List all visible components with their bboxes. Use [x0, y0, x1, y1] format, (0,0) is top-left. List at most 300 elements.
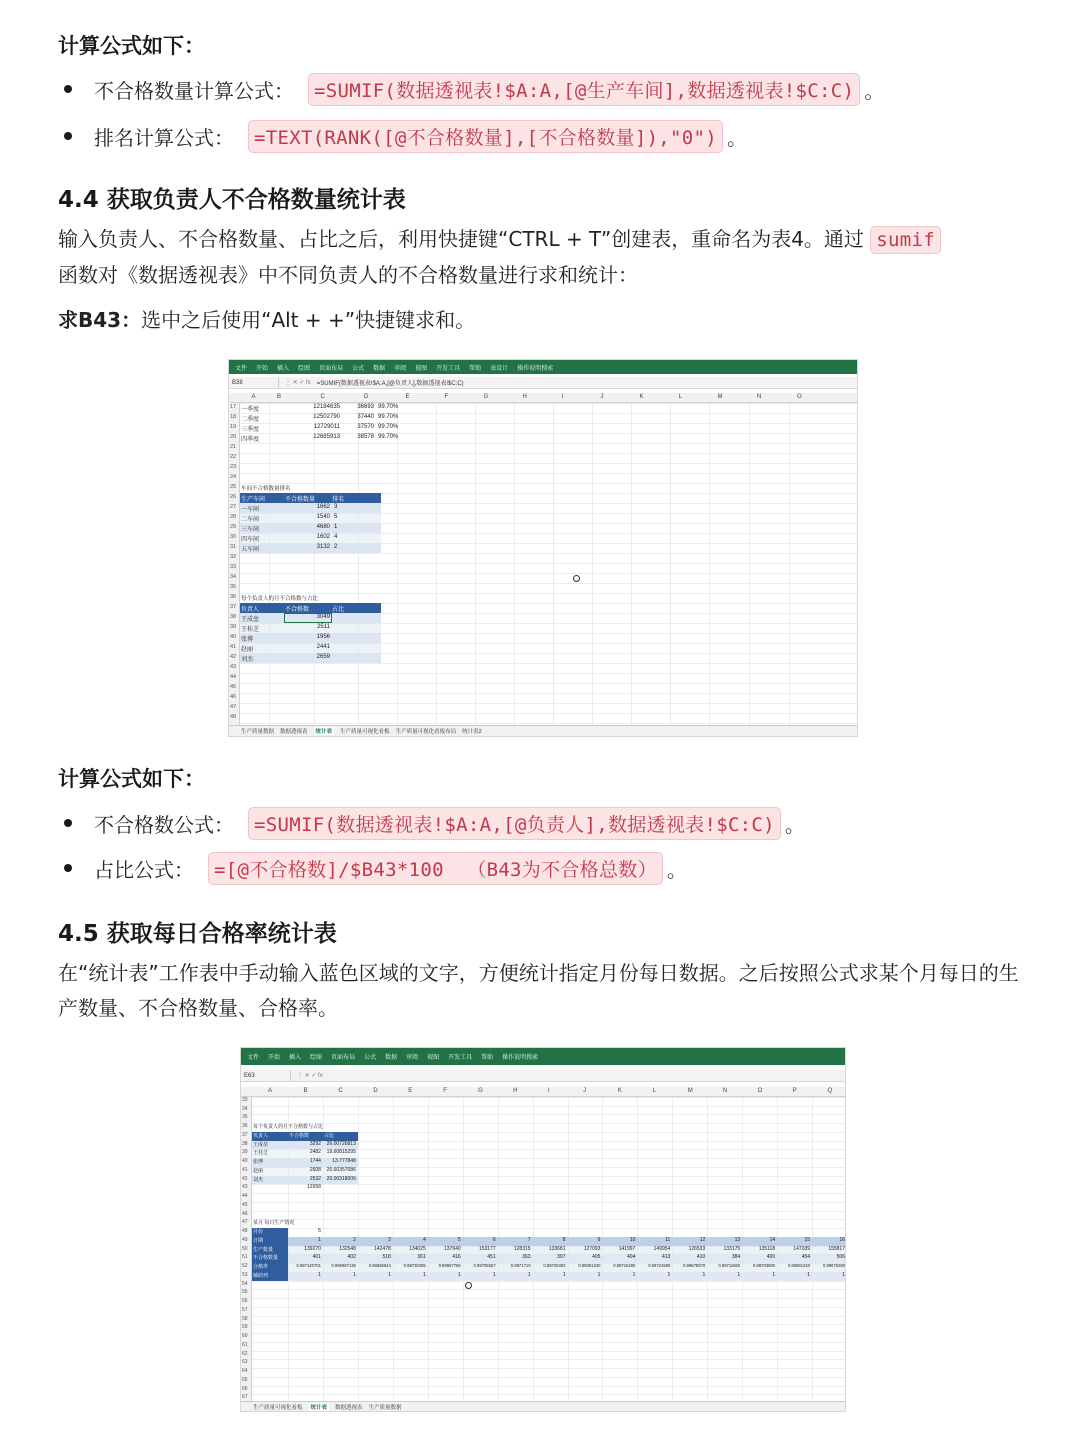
excel-screenshot-1: [228, 359, 858, 737]
defect-cell: 454: [801, 1254, 811, 1261]
inline-code: sumif: [870, 226, 941, 254]
row-header[interactable]: 43: [230, 664, 237, 670]
table-cell: 2511: [317, 624, 330, 630]
grid-line: [252, 1342, 846, 1343]
grid-line: [252, 1114, 846, 1115]
column-header[interactable]: I: [548, 1088, 550, 1094]
sheet-tab[interactable]: 统计表: [310, 1404, 328, 1411]
ribbon-tab[interactable]: 视图: [415, 365, 428, 372]
row-header[interactable]: 42: [242, 1175, 248, 1182]
column-header[interactable]: J: [600, 394, 604, 400]
ribbon-tab[interactable]: 数据: [385, 1055, 398, 1061]
helper-cell: 1: [353, 1271, 356, 1278]
ribbon-tab[interactable]: 帮助: [481, 1055, 494, 1061]
row-header[interactable]: 66: [242, 1385, 248, 1392]
row-header[interactable]: 47: [242, 1219, 248, 1226]
daily-title: 某月 每日生产情况: [253, 1220, 295, 1227]
defect-cell: 416: [452, 1254, 461, 1261]
ribbon-tab[interactable]: 审阅: [394, 365, 407, 372]
grid-line: [240, 593, 858, 594]
day-cell: 9: [597, 1236, 601, 1243]
table-cell: 1744: [309, 1158, 321, 1165]
name-box[interactable]: E63: [241, 1070, 291, 1081]
rate-cell: 0.9971710: [510, 1263, 531, 1269]
table-cell: 1956: [316, 634, 330, 640]
column-header[interactable]: D: [373, 1088, 378, 1094]
helper-cell: 1: [422, 1271, 426, 1278]
grid-line: [252, 1298, 846, 1299]
table-header: 负责人: [241, 607, 260, 613]
table-cell: 3292: [309, 1140, 321, 1147]
row-header[interactable]: 46: [230, 694, 237, 700]
defect-cell: 404: [627, 1254, 636, 1261]
row-header[interactable]: 38: [230, 614, 237, 620]
table-cell: 一车间: [241, 507, 260, 513]
column-header[interactable]: L: [678, 394, 682, 400]
bullet-punct: 。: [784, 812, 805, 837]
ribbon-tab[interactable]: 页面布局: [319, 365, 344, 372]
column-header[interactable]: D: [364, 394, 369, 400]
row-header[interactable]: 22: [230, 454, 237, 460]
helper-cell: 1: [597, 1271, 601, 1278]
rate-cell: 0.99711660: [718, 1263, 741, 1269]
table-cell: 张博: [241, 637, 254, 643]
table-cell: 1540: [316, 514, 330, 520]
row-header[interactable]: 28: [230, 514, 237, 520]
formula-bar: [229, 377, 857, 389]
defect-cell: 400: [766, 1254, 776, 1261]
ribbon-tab[interactable]: 操作说明搜索: [502, 1055, 539, 1061]
row-header[interactable]: 48: [230, 714, 237, 720]
day-cell: 15: [804, 1236, 811, 1243]
inline-code: =TEXT(RANK([@不合格数量],[不合格数量]),"0"): [248, 120, 723, 153]
grid-line: [592, 403, 593, 725]
rate-cell: 0.99675970: [683, 1263, 706, 1269]
ribbon-tab[interactable]: 开始: [268, 1055, 281, 1061]
row-header[interactable]: 49: [242, 1236, 248, 1243]
production-cell: 127093: [583, 1245, 601, 1252]
row-header[interactable]: 33: [242, 1097, 248, 1103]
production-cell: 149954: [653, 1245, 671, 1252]
defect-cell: 401: [312, 1254, 321, 1261]
column-header[interactable]: K: [617, 1088, 622, 1094]
sheet-tab[interactable]: 统计表: [315, 729, 333, 735]
grid-line: [397, 403, 398, 725]
ribbon-tab[interactable]: 开始: [256, 365, 269, 372]
column-header[interactable]: E: [405, 394, 410, 400]
rate-cell: 0.99636644: [368, 1263, 391, 1269]
table-header: 不合格数量: [285, 497, 316, 503]
defect-cell: 402: [347, 1254, 356, 1261]
row-header[interactable]: 47: [230, 704, 237, 710]
section-4-4-paragraph: [58, 222, 1028, 293]
column-header[interactable]: G: [478, 1088, 483, 1094]
table-cell: 1602: [316, 534, 330, 540]
grid-line: [252, 1281, 846, 1282]
ribbon-tab[interactable]: 文件: [247, 1055, 260, 1061]
row-header[interactable]: 64: [242, 1368, 248, 1375]
row-header[interactable]: 37: [230, 604, 237, 610]
column-header[interactable]: A: [268, 1088, 273, 1094]
row-header[interactable]: 45: [242, 1201, 248, 1208]
quarter-rate: 99.70%: [378, 434, 399, 440]
row-header[interactable]: 43: [242, 1184, 248, 1191]
defect-cell: 384: [731, 1254, 741, 1261]
helper-cell: 1: [737, 1271, 741, 1278]
table-cell: 四车间: [241, 537, 260, 543]
production-cell: 133175: [723, 1245, 741, 1252]
instruction-text: 选中之后使用“Alt + +”快捷键求和。: [141, 308, 476, 332]
ribbon-tab[interactable]: 绘图: [310, 1055, 323, 1061]
ribbon-tab[interactable]: 公式: [352, 365, 365, 372]
row-header[interactable]: 20: [230, 434, 237, 440]
grid-line: [252, 1359, 846, 1360]
helper-cell: 1: [667, 1271, 671, 1278]
day-cell: 14: [769, 1236, 776, 1243]
ribbon-tab[interactable]: 插入: [277, 365, 290, 372]
inline-code: =SUMIF(数据透视表!$A:A,[@负责人],数据透视表!$C:C): [248, 807, 781, 840]
row-header[interactable]: 27: [230, 504, 237, 510]
table-cell: 2659: [316, 654, 330, 660]
sheet-grid[interactable]: [240, 403, 858, 725]
row-header[interactable]: 40: [242, 1158, 248, 1165]
sheet-tab[interactable]: 生产质量数据: [368, 1404, 402, 1411]
grid-line: [240, 693, 858, 694]
table-header: 不合格数: [285, 607, 310, 613]
paragraph-text: 函数对《数据透视表》中不同负责人的不合格数量进行求和统计：: [58, 263, 638, 287]
grid-line: [252, 1184, 846, 1185]
column-header[interactable]: A: [251, 394, 256, 400]
section-heading-4-5: 4.5 获取每日合格率统计表: [58, 921, 337, 947]
row-header[interactable]: 17: [230, 404, 237, 410]
b43-instruction: [58, 303, 475, 338]
sheet-grid[interactable]: [252, 1097, 846, 1403]
row-header[interactable]: 53: [242, 1271, 248, 1278]
rate-cell: 0.996967136: [331, 1263, 356, 1269]
row-header[interactable]: 62: [242, 1350, 248, 1357]
ribbon-tab[interactable]: 操作说明搜索: [517, 365, 554, 372]
grid-line: [269, 403, 270, 725]
bullet-label: 不合格数量计算公式：: [94, 78, 294, 103]
table-title: 每个负责人的月不合格数与占比: [253, 1124, 324, 1131]
sheet-tab[interactable]: 生产质量可视化看板布局: [395, 729, 457, 735]
row-header[interactable]: 23: [230, 464, 237, 470]
table-header: 占比: [323, 1132, 334, 1139]
table-cell: 三车间: [241, 527, 260, 533]
column-header[interactable]: M: [717, 394, 723, 400]
sheet-tab[interactable]: 生产质量可视化看板: [253, 1404, 303, 1411]
row-header[interactable]: 59: [242, 1324, 248, 1331]
helper-cell: 1: [842, 1271, 845, 1278]
grid-line: [240, 673, 858, 674]
column-header[interactable]: B: [303, 1088, 308, 1094]
helper-cell: 1: [772, 1271, 776, 1278]
grid-line: [670, 403, 671, 725]
table-cell: 王桂芝: [241, 627, 260, 633]
row-header[interactable]: 44: [242, 1193, 248, 1200]
row-header[interactable]: 21: [230, 444, 237, 450]
helper-cell: 1: [702, 1271, 706, 1278]
ribbon-tab[interactable]: 开发工具: [448, 1055, 473, 1061]
row-header[interactable]: 32: [230, 554, 237, 560]
column-header[interactable]: I: [561, 394, 564, 400]
quarter-production: 12729011: [313, 424, 340, 430]
grid-line: [252, 1193, 846, 1194]
grid-line: [553, 403, 554, 725]
row-header[interactable]: 58: [242, 1315, 248, 1322]
row-header[interactable]: 48: [242, 1228, 248, 1235]
column-header[interactable]: F: [444, 394, 449, 400]
table-cell: 刘杰: [253, 1176, 264, 1183]
column-header[interactable]: Q: [827, 1088, 833, 1094]
table-cell: 五车间: [241, 547, 260, 553]
ribbon-tab[interactable]: 视图: [427, 1055, 440, 1061]
row-header[interactable]: 46: [242, 1210, 248, 1217]
row-header[interactable]: 44: [230, 674, 237, 680]
grid-line: [358, 403, 359, 725]
sheet-tab[interactable]: 生产质量可视化看板: [340, 729, 390, 735]
column-header[interactable]: N: [722, 1088, 728, 1094]
table-cell: 26.00726813: [326, 1140, 356, 1147]
row-header[interactable]: 56: [242, 1298, 248, 1305]
day-cell: 13: [734, 1236, 741, 1243]
rate-cell: 0.99724580: [648, 1263, 671, 1269]
rate-cell: 0.99715490: [613, 1263, 636, 1269]
grid-line: [252, 1324, 846, 1325]
table-cell: 20.00318006: [326, 1175, 356, 1182]
quarter-rate: 99.70%: [378, 414, 399, 420]
selected-cell[interactable]: [284, 613, 332, 623]
grid-line: [240, 553, 858, 554]
row-header[interactable]: 36: [230, 594, 237, 600]
helper-cell: 1: [527, 1271, 531, 1278]
sheet-tab[interactable]: 数据透视表: [280, 729, 308, 735]
column-header[interactable]: O: [757, 1088, 763, 1094]
row-header[interactable]: 63: [242, 1359, 248, 1366]
defect-cell: 363: [522, 1254, 531, 1261]
column-headers: [229, 393, 857, 403]
table-header: 排名: [332, 497, 345, 503]
row-header[interactable]: 38: [242, 1140, 248, 1147]
bullet-defect-count-formula: [58, 72, 884, 106]
column-header[interactable]: H: [513, 1088, 518, 1094]
row-header[interactable]: 52: [242, 1263, 248, 1270]
column-header[interactable]: O: [797, 394, 802, 400]
helper-cell: 1: [318, 1271, 321, 1278]
quarter-production: 12685913: [313, 434, 340, 440]
sheet-tab[interactable]: 统计表2: [462, 729, 482, 735]
table-header-bar: [240, 603, 381, 613]
grid-line: [252, 1394, 846, 1395]
row-header[interactable]: 60: [242, 1333, 248, 1340]
row-header[interactable]: 25: [230, 484, 237, 490]
table-cell: 赵丽: [253, 1167, 264, 1174]
helper-cell: 1: [457, 1271, 461, 1278]
grid-line: [252, 1377, 846, 1378]
ribbon-tab[interactable]: 数据: [373, 365, 386, 372]
bullet-dot: [64, 864, 72, 872]
day-cell: 10: [629, 1236, 636, 1243]
ribbon-tab[interactable]: 帮助: [469, 365, 482, 372]
table-cell: 13.777848: [332, 1158, 356, 1165]
row-header[interactable]: 40: [230, 634, 237, 640]
row-header[interactable]: 35: [242, 1114, 248, 1121]
column-header[interactable]: B: [277, 394, 282, 400]
row-headers: [241, 1097, 252, 1403]
formula-bar: [241, 1070, 845, 1082]
rate-cell: 0.99675260: [822, 1263, 845, 1269]
row-header[interactable]: 18: [230, 414, 237, 420]
bullet-dot: [64, 132, 72, 140]
row-header[interactable]: 36: [242, 1123, 248, 1130]
section-4-5-paragraph: 在“统计表”工作表中手动输入蓝色区域的文字，方便统计指定月份每日数据。之后按照公式求某个月每日的生产数量、不合格数量、合格率。: [58, 961, 1019, 1020]
table-cell: 3: [334, 504, 338, 510]
grid-line: [240, 473, 858, 474]
row-header[interactable]: 67: [242, 1394, 248, 1401]
row-header[interactable]: 31: [230, 544, 237, 550]
grid-line: [436, 403, 437, 725]
row-header[interactable]: 24: [230, 474, 237, 480]
row-header[interactable]: 30: [230, 534, 237, 540]
quarter-label: 四季度: [241, 437, 260, 443]
row-header[interactable]: 35: [230, 584, 237, 590]
bullet-punct: 。: [666, 857, 687, 882]
grid-line: [252, 1351, 846, 1352]
row-header[interactable]: 34: [242, 1105, 248, 1112]
column-header[interactable]: H: [522, 394, 527, 400]
production-cell: 139270: [304, 1245, 321, 1252]
row-header[interactable]: 54: [242, 1280, 248, 1287]
defect-cell: 361: [417, 1254, 426, 1261]
helper-cell: 1: [807, 1271, 811, 1278]
quarter-production: 12502790: [313, 414, 340, 420]
grid-line: [240, 453, 858, 454]
day-cell: 8: [562, 1236, 566, 1243]
production-cell: 155817: [828, 1245, 845, 1252]
grid-line: [252, 1333, 846, 1334]
defect-cell: 518: [382, 1254, 391, 1261]
column-header[interactable]: P: [792, 1088, 797, 1094]
production-cell: 153177: [478, 1245, 496, 1252]
table-cell: 王成垒: [253, 1141, 269, 1148]
column-header[interactable]: C: [338, 1088, 343, 1094]
grid-line: [252, 1219, 846, 1220]
row-header[interactable]: 57: [242, 1306, 248, 1313]
table-cell: 5: [334, 514, 338, 520]
column-headers: [241, 1087, 845, 1097]
name-box[interactable]: B38: [229, 377, 279, 388]
grid-line: [240, 573, 858, 574]
table-cell: 3049: [316, 614, 330, 620]
production-cell: 133681: [548, 1245, 566, 1252]
grid-line: [514, 403, 515, 725]
ribbon-tab[interactable]: 公式: [364, 1055, 377, 1061]
row-header[interactable]: 41: [230, 644, 237, 650]
column-header[interactable]: L: [652, 1088, 657, 1094]
bullet-dot: [64, 85, 72, 93]
ribbon-tab[interactable]: 审阅: [406, 1055, 419, 1061]
grid-line: [252, 1307, 846, 1308]
formula-text[interactable]: =SUMIF(数据透视表!$A:A,[@负责人],数据透视表!$C:C): [316, 381, 464, 387]
grid-line: [252, 1097, 846, 1098]
grid-line: [240, 703, 858, 704]
row-header[interactable]: 41: [242, 1166, 248, 1173]
defect-cell: 410: [696, 1254, 706, 1261]
row-header[interactable]: 33: [230, 564, 237, 570]
row-header[interactable]: 29: [230, 524, 237, 530]
grid-line: [240, 723, 858, 724]
sheet-tab[interactable]: 数据透视表: [335, 1404, 363, 1411]
row-header[interactable]: 61: [242, 1341, 248, 1348]
day-cell: 16: [839, 1236, 845, 1243]
grid-line: [631, 403, 632, 725]
ribbon-tab[interactable]: 文件: [235, 365, 248, 372]
table-cell: 20.60357086: [326, 1166, 356, 1173]
total-cell: 12658: [307, 1184, 321, 1191]
grid-line: [252, 1202, 846, 1203]
bullet-label: 不合格数公式：: [94, 812, 234, 837]
row-headers: [229, 403, 240, 725]
row-header[interactable]: 45: [230, 684, 237, 690]
ribbon-tab[interactable]: 表设计: [490, 365, 509, 372]
column-header[interactable]: F: [443, 1088, 447, 1094]
row-header[interactable]: 65: [242, 1376, 248, 1383]
column-header[interactable]: G: [483, 394, 489, 400]
row-header[interactable]: 42: [230, 654, 237, 660]
rate-cell: 0.99703960: [753, 1263, 776, 1269]
bullet-rank-formula: [58, 119, 747, 153]
row-header[interactable]: 37: [242, 1131, 248, 1138]
row-header[interactable]: 51: [242, 1254, 248, 1261]
column-header[interactable]: E: [408, 1088, 413, 1094]
sheet-tab[interactable]: 生产质量数据: [241, 729, 275, 735]
section-heading-4-4: 4.4 获取负责人不合格数量统计表: [58, 187, 406, 213]
table-cell: 2441: [316, 644, 330, 650]
row-header[interactable]: 19: [230, 424, 237, 430]
table-cell: 2532: [309, 1175, 321, 1182]
grid-line: [749, 403, 750, 725]
ribbon-tab[interactable]: 插入: [289, 1055, 302, 1061]
column-header[interactable]: M: [687, 1088, 693, 1094]
column-header[interactable]: C: [320, 394, 325, 400]
rate-cell: 0.99705557: [473, 1263, 496, 1269]
row-header[interactable]: 50: [242, 1245, 248, 1252]
row-header[interactable]: 39: [242, 1149, 248, 1156]
column-header[interactable]: N: [757, 394, 762, 400]
grid-line: [252, 1106, 846, 1107]
grid-line: [240, 563, 858, 564]
row-header[interactable]: 55: [242, 1289, 248, 1296]
production-cell: 132548: [339, 1245, 356, 1252]
grid-line: [252, 1289, 846, 1290]
day-cell: 5: [457, 1236, 461, 1243]
ribbon-tab[interactable]: 页面布局: [331, 1055, 356, 1061]
column-header[interactable]: J: [582, 1088, 586, 1094]
table-header: 占比: [332, 607, 345, 613]
rate-cell: 0.99697765: [438, 1263, 461, 1269]
ribbon-tab[interactable]: 绘图: [298, 365, 311, 372]
grid-line: [252, 1368, 846, 1369]
row-header[interactable]: 39: [230, 624, 237, 630]
production-cell: 141997: [618, 1245, 636, 1252]
table-title: 车间不合格数量排名: [241, 486, 291, 492]
ribbon-tab[interactable]: 开发工具: [436, 365, 461, 372]
row-header[interactable]: 26: [230, 494, 237, 500]
table-header: 不合格数: [289, 1132, 310, 1139]
column-header[interactable]: K: [639, 394, 644, 400]
grid-line: [252, 1211, 846, 1212]
row-header[interactable]: 34: [230, 574, 237, 580]
